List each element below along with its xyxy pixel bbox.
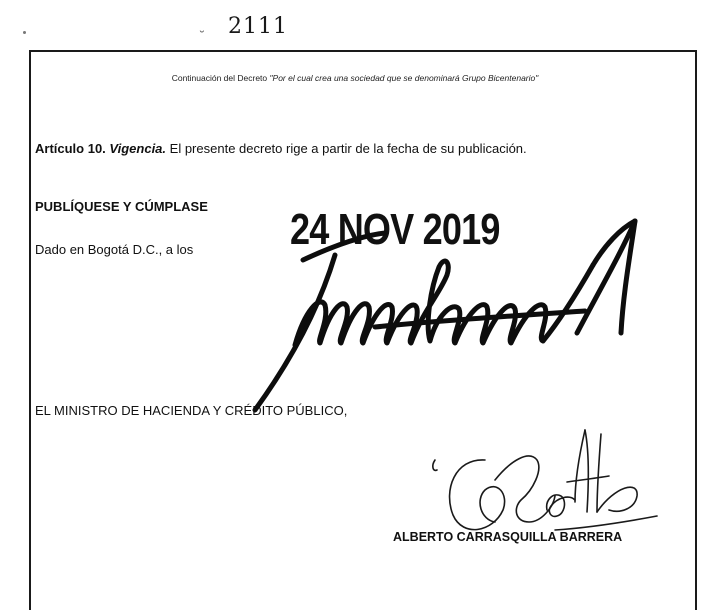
document-frame (29, 50, 697, 610)
continuation-title: "Por el cual crea una sociedad que se denominará Grupo Bicentenario" (269, 73, 539, 83)
scan-speck (23, 31, 26, 34)
article-text: El presente decreto rige a partir de la fecha de su publicación. (169, 141, 527, 156)
minister-name: ALBERTO CARRASQUILLA BARRERA (393, 530, 623, 544)
article-number: Artículo 10. (35, 141, 106, 156)
continuation-prefix: Continuación del Decreto (171, 73, 270, 83)
dado-en-text: Dado en Bogotá D.C., a los (35, 242, 194, 257)
article-10 (35, 141, 527, 156)
scan-mark: ˘ (200, 28, 205, 43)
decree-number: 2111 (228, 14, 288, 39)
publiquese-heading: PUBLÍQUESE Y CÚMPLASE (35, 199, 208, 214)
article-title: Vigencia. (109, 141, 167, 156)
minister-title: EL MINISTRO DE HACIENDA Y CRÉDITO PÚBLICO, (35, 403, 348, 418)
continuation-header (0, 73, 710, 83)
date-stamp: 24 NOV 2019 (290, 205, 500, 254)
